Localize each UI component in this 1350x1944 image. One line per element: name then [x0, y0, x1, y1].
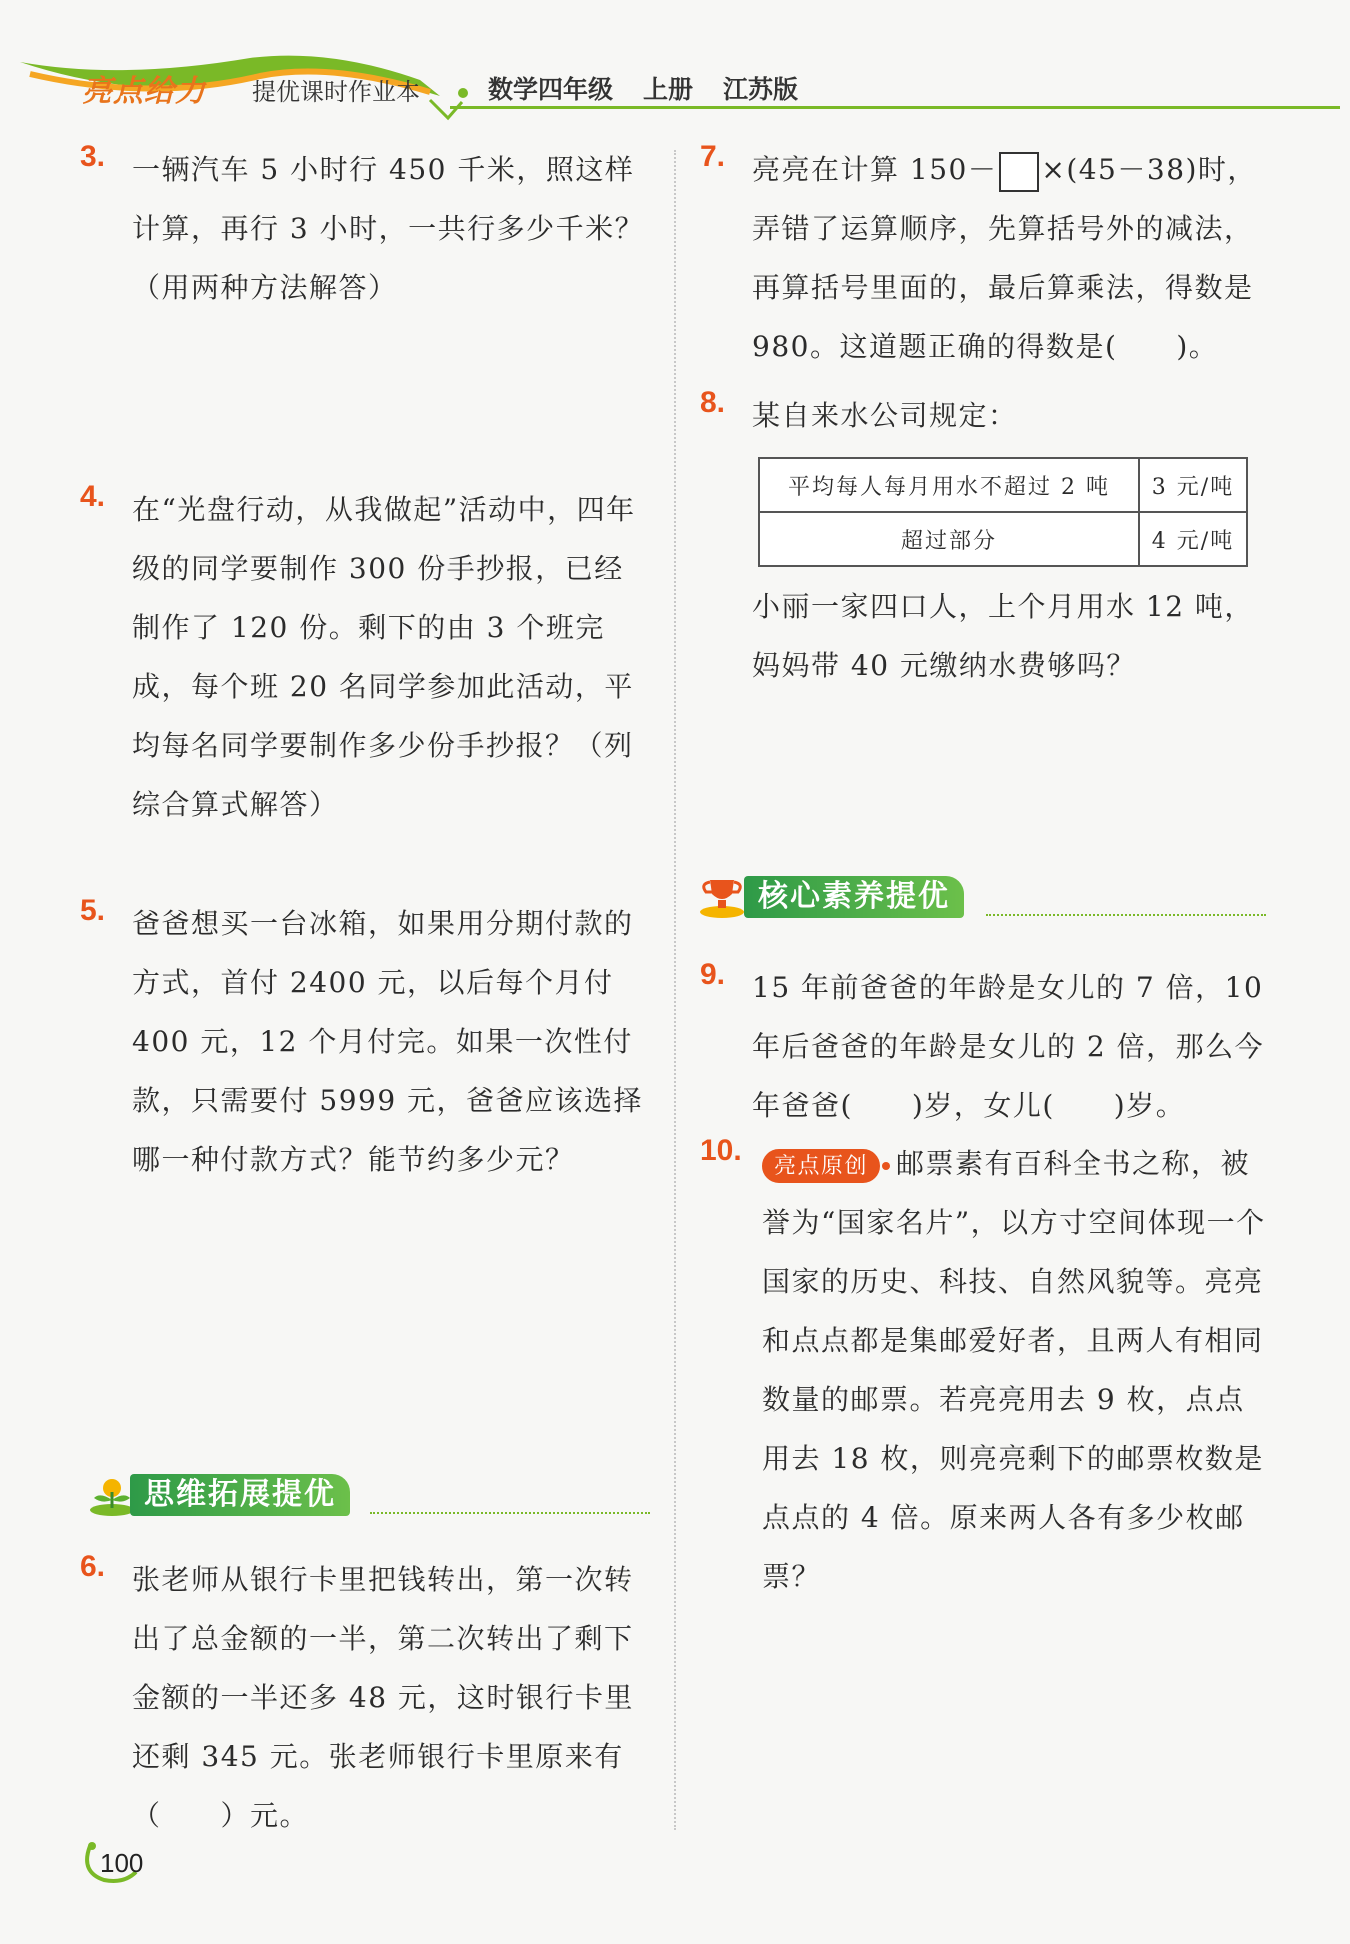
question-number: 10.: [700, 1134, 742, 1167]
badge-dot: [882, 1162, 890, 1170]
table-row: [759, 512, 1247, 566]
brand-subtitle: 提优课时作业本: [252, 78, 420, 106]
question-number: 6.: [80, 1550, 106, 1583]
question-number: 3.: [80, 140, 106, 173]
question-text: 张老师从银行卡里把钱转出，第一次转出了总金额的一半，第二次转出了剩下金额的一半还多 48 元，这时银行卡里还剩 345 元。张老师银行卡里原来有（ ）元。: [132, 1563, 634, 1832]
header-dot: [458, 88, 468, 98]
subject-label: 数学四年级: [488, 75, 614, 104]
question-6: [80, 1550, 650, 1845]
section-title: 核心素养提优: [744, 876, 964, 918]
question-8: [700, 386, 1270, 695]
section-dotted-rule: [370, 1512, 650, 1514]
question-text-start: 亮亮在计算 150－: [752, 153, 998, 186]
question-text: 在“光盘行动，从我做起”活动中，四年级的同学要制作 300 份手抄报，已经制作了 120 份。剩下的由 3 个班完成，每个班 20 名同学参加此活动，平均每名同学要制作多少份手抄报？（列综合算式解答）: [132, 493, 636, 821]
question-4: [80, 480, 650, 834]
edition-label: 江苏版: [723, 75, 799, 104]
question-5: [80, 894, 650, 1189]
question-text: [762, 1134, 1270, 1606]
question-number: 4.: [80, 480, 106, 513]
section-title: 思维拓展提优: [130, 1474, 350, 1516]
question-text: 15 年前爸爸的年龄是女儿的 7 倍，10 年后爸爸的年龄是女儿的 2 倍，那么今年爸爸( )岁，女儿( )岁。: [752, 971, 1265, 1122]
question-text: 爸爸想买一台冰箱，如果用分期付款的方式，首付 2400 元，以后每个月付 400 元，12 个月付完。如果一次性付款，只需要付 5999 元，爸爸应该选择哪一种付款方式？能节约多少元？: [132, 907, 644, 1176]
table-cell: 平均每人每月用水不超过 2 吨: [759, 458, 1139, 512]
section-thinking: [90, 1470, 650, 1520]
question-7: [700, 140, 1270, 376]
question-intro: 某自来水公司规定：: [752, 399, 1018, 432]
table-row: [759, 458, 1247, 512]
water-price-table: [758, 457, 1248, 567]
header-rule: [450, 106, 1340, 109]
section-core: [696, 872, 1266, 922]
question-text-end: ×(45－38)时，弄错了运算顺序，先算括号外的减法，再算括号里面的，最后算乘法，得数是 980。这道题正确的得数是( )。: [752, 153, 1257, 363]
answer-box[interactable]: [999, 152, 1039, 192]
question-number: 8.: [700, 386, 726, 419]
question-10: [700, 1134, 1270, 1606]
page-header: [0, 40, 1350, 130]
question-3: [80, 140, 650, 317]
question-text: 一辆汽车 5 小时行 450 千米，照这样计算，再行 3 小时，一共行多少千米？（用两种方法解答）: [132, 153, 645, 304]
question-text: [752, 140, 1270, 376]
question-text: 小丽一家四口人，上个月用水 12 吨，妈妈带 40 元缴纳水费够吗？: [752, 590, 1254, 682]
column-divider: [674, 150, 676, 1830]
question-number: 9.: [700, 958, 726, 991]
term-label: 上册: [643, 75, 694, 104]
question-number: 7.: [700, 140, 726, 173]
table-cell: 3 元/吨: [1139, 458, 1247, 512]
section-dotted-rule: [986, 914, 1266, 916]
brand-logo: 亮点给力: [82, 74, 206, 109]
table-cell: 4 元/吨: [1139, 512, 1247, 566]
trophy-icon: [696, 872, 748, 920]
question-number: 5.: [80, 894, 106, 927]
page-number: 100: [100, 1848, 144, 1878]
book-info: [488, 70, 828, 106]
table-cell: 超过部分: [759, 512, 1139, 566]
question-9: [700, 958, 1270, 1135]
question-text-body: 邮票素有百科全书之称，被誉为“国家名片”，以方寸空间体现一个国家的历史、科技、自然风貌等。亮亮和点点都是集邮爱好者，且两人有相同数量的邮票。若亮亮用去 9 枚，点点用去 18 枚，则亮亮剩下的邮票枚数是点点的 4 倍。原来两人各有多少枚邮票？: [762, 1147, 1266, 1593]
original-badge: 亮点原创: [762, 1149, 880, 1183]
